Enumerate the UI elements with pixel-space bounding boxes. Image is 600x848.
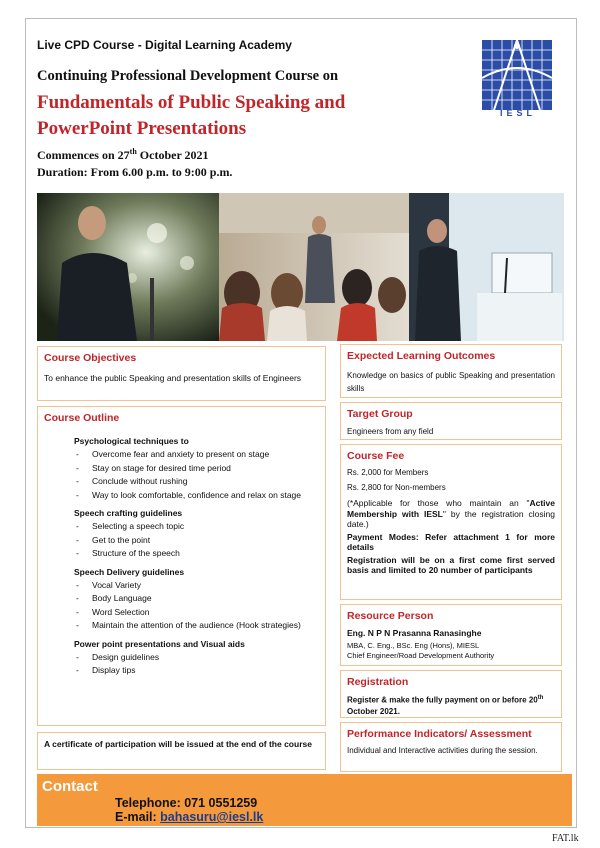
target-title: Target Group <box>347 408 413 420</box>
resource-role: Chief Engineer/Road Development Authority <box>347 651 495 660</box>
certificate-body: A certificate of participation will be issued at the end of the course <box>44 739 312 749</box>
outline-box <box>37 406 326 726</box>
fee-members: Rs. 2,000 for Members <box>347 468 429 477</box>
outline-group-heading: Psychological techniques to <box>74 436 189 446</box>
list-item: - Body Language <box>74 592 325 606</box>
list-item: - Overcome fear and anxiety to present on stage <box>74 448 325 462</box>
assessment-body: Individual and Interactive activities during the session. <box>347 746 538 755</box>
watermark: FAT.lk <box>552 833 579 844</box>
list-item: - Design guidelines <box>74 651 325 665</box>
contact-email: E-mail: bahasuru@iesl.lk <box>115 810 264 824</box>
list-item: - Display tips <box>74 664 325 678</box>
target-body: Engineers from any field <box>347 427 434 436</box>
outcomes-body: Knowledge on basics of public Speaking and presentation skills <box>347 371 555 393</box>
outcomes-title: Expected Learning Outcomes <box>347 350 496 362</box>
list-item: - Conclude without rushing <box>74 475 325 489</box>
course-dates <box>37 143 232 181</box>
contact-title: Contact <box>42 778 98 795</box>
resource-quals: MBA, C. Eng., BSc. Eng (Hons), MIESL <box>347 641 480 650</box>
list-item: - Maintain the attention of the audience (Hook strategies) <box>74 619 325 633</box>
outline-list <box>74 579 325 633</box>
list-item: - Vocal Variety <box>74 579 325 593</box>
list-item: - Get to the point <box>74 534 325 548</box>
outline-group-heading: Power point presentations and Visual aids <box>74 638 245 649</box>
outcomes-box <box>340 344 562 398</box>
duration-line: Duration: From 6.00 p.m. to 9:00 p.m. <box>37 165 233 179</box>
list-item: - Way to look comfortable, confidence and relax on stage <box>74 489 325 503</box>
email-link[interactable]: bahasuru@iesl.lk <box>160 810 264 824</box>
objectives-body: To enhance the public Speaking and presentation skills of Engineers <box>44 373 302 383</box>
logo-text: IESL <box>499 108 536 118</box>
course-title-line2: PowerPoint Presentations <box>37 118 247 139</box>
registration-title: Registration <box>347 676 409 688</box>
registration-note: Registration will be on a first come first served basis and limited to 20 number of participants <box>347 554 555 575</box>
course-intro: Continuing Professional Development Course on <box>37 68 339 84</box>
commences-line: Commences on 27th October 2021 <box>37 147 209 162</box>
resource-box <box>340 604 562 666</box>
speaker-photos <box>37 193 564 341</box>
outline-group-heading: Speech crafting guidelines <box>74 508 183 518</box>
resource-title: Resource Person <box>347 610 434 622</box>
registration-box <box>340 670 562 718</box>
assessment-title: Performance Indicators/ Assessment <box>347 728 532 740</box>
academy-label: Live CPD Course - Digital Learning Academy <box>37 38 292 52</box>
outline-title: Course Outline <box>44 412 120 424</box>
list-item: - Structure of the speech <box>74 547 325 561</box>
objectives-title: Course Objectives <box>44 352 137 364</box>
list-item: - Stay on stage for desired time period <box>74 462 325 476</box>
assessment-box <box>340 722 562 772</box>
outline-group-heading: Speech Delivery guidelines <box>74 566 185 577</box>
course-title <box>37 90 417 142</box>
certificate-box <box>37 732 326 770</box>
fee-non-members: Rs. 2,800 for Non-members <box>347 483 446 492</box>
outline-list <box>74 651 325 678</box>
list-item: - Selecting a speech topic <box>74 520 325 534</box>
contact-telephone: Telephone: 071 0551259 <box>115 796 258 810</box>
registration-body: Register & make the fully payment on or before 20th October 2021. <box>347 695 544 716</box>
objectives-box <box>37 346 326 401</box>
list-item: - Word Selection <box>74 606 325 620</box>
target-box <box>340 402 562 440</box>
outline-list <box>74 448 325 502</box>
outline-list <box>74 520 325 561</box>
course-title-line1: Fundamentals of Public Speaking and <box>37 92 346 113</box>
fee-note: (*Applicable for those who maintain an "Active Membership with IESL" by the registration closing date.) <box>347 498 556 529</box>
resource-name: Eng. N P N Prasanna Ranasinghe <box>347 628 482 638</box>
payment-modes: Payment Modes: Refer attachment 1 for more details <box>347 531 555 552</box>
contact-bar <box>37 774 572 826</box>
fee-box <box>340 444 562 600</box>
fee-title: Course Fee <box>347 450 405 462</box>
